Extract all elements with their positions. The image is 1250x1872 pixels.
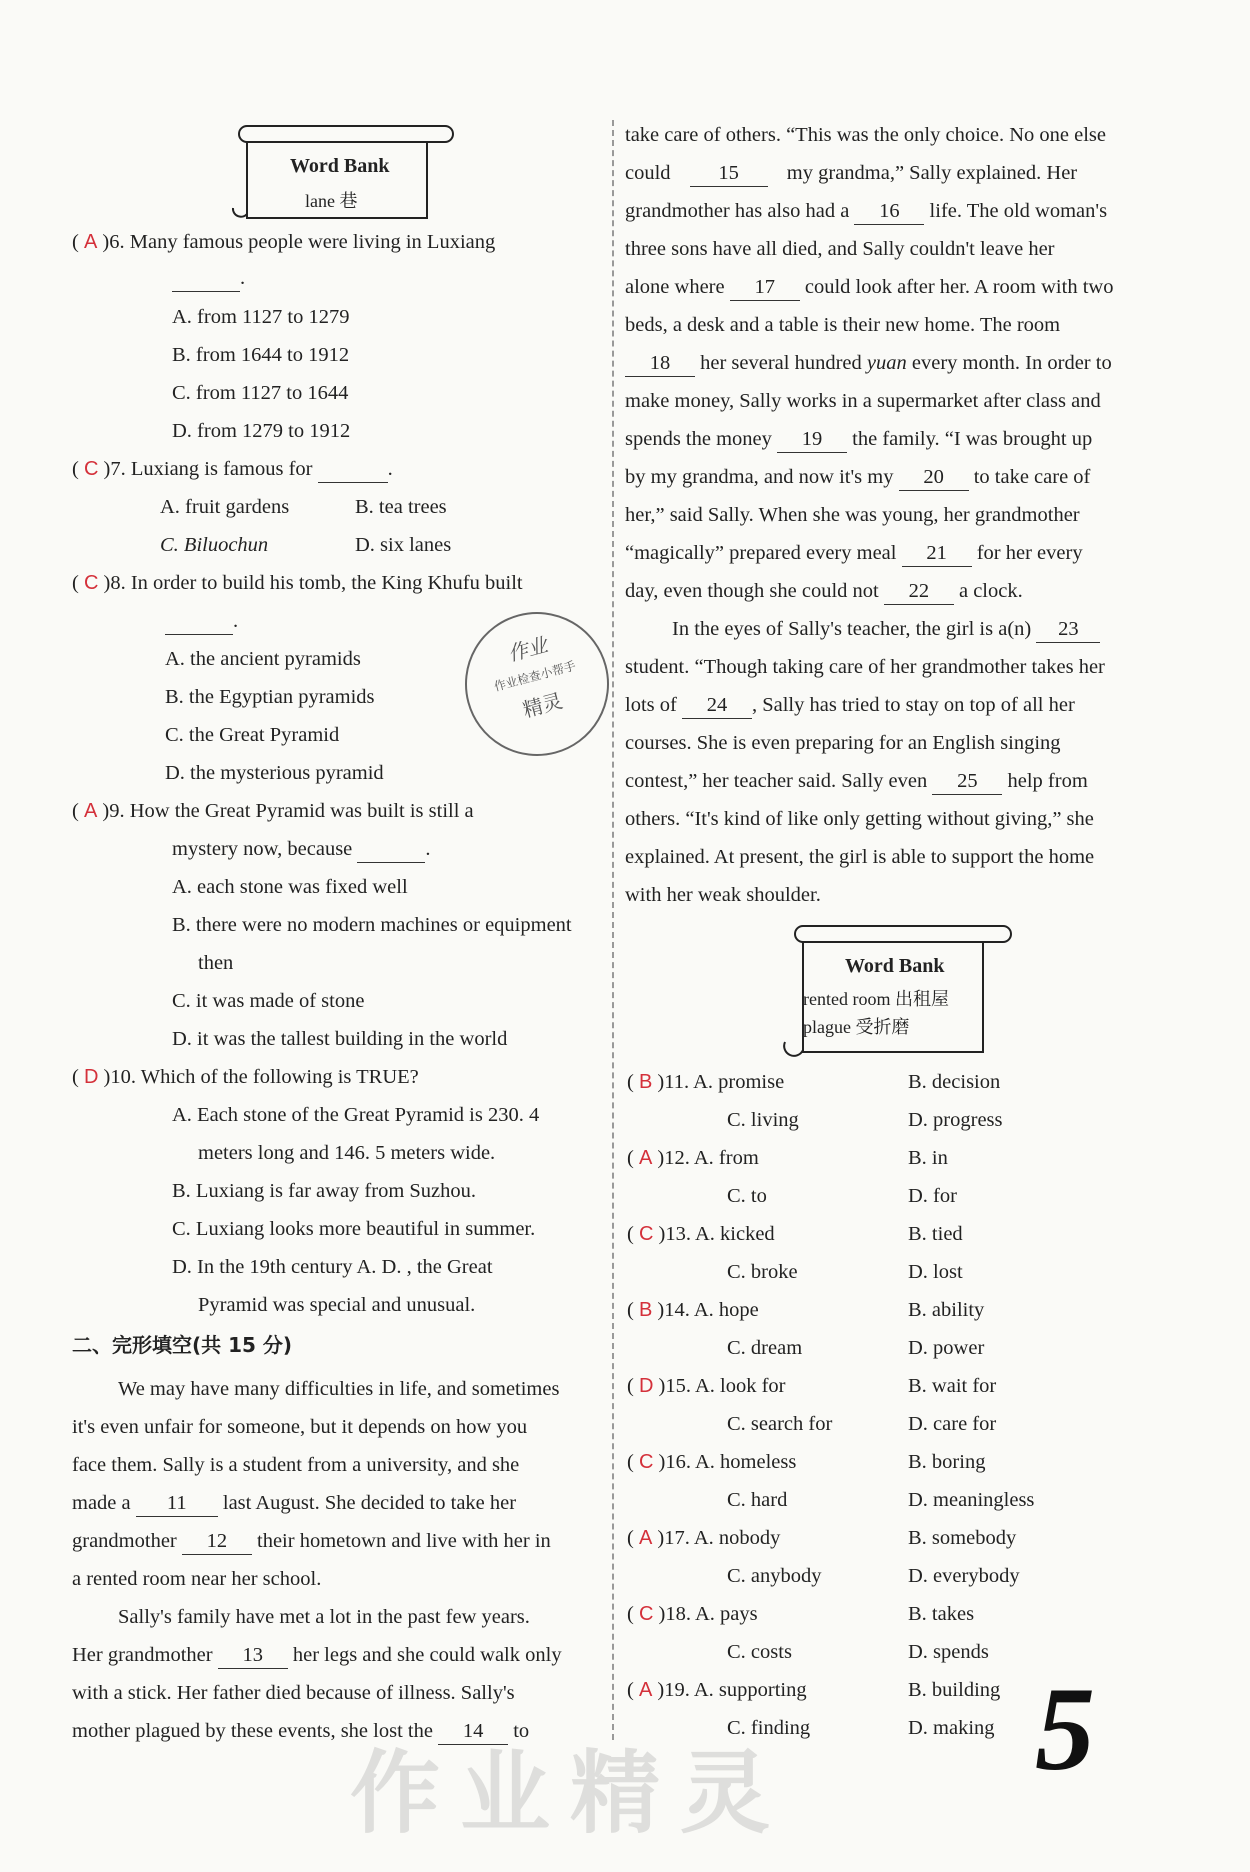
passage-line: with her weak shoulder. xyxy=(625,884,821,906)
section-title: 二、完形填空(共 15 分) xyxy=(72,1333,293,1357)
option: C. living xyxy=(727,1109,799,1131)
passage-line: alone where 17 could look after her. A room with two xyxy=(625,275,1113,301)
option: A. Each stone of the Great Pyramid is 230. 4 xyxy=(172,1104,540,1126)
passage-line: made a 11 last August. She decided to take her xyxy=(72,1491,516,1517)
cloze-blank: 22 xyxy=(884,580,954,605)
option: D. for xyxy=(908,1185,957,1207)
option: D. progress xyxy=(908,1109,1003,1131)
cloze-blank: 25 xyxy=(932,770,1002,795)
passage-line: We may have many difficulties in life, and sometimes xyxy=(118,1378,560,1400)
passage-line: contest,” her teacher said. Sally even 25 help from xyxy=(625,769,1088,795)
answer-mark: D xyxy=(638,1375,654,1397)
option: D. everybody xyxy=(908,1565,1020,1587)
cloze-blank: 23 xyxy=(1036,618,1100,643)
passage-line: beds, a desk and a table is their new home. The room xyxy=(625,314,1061,336)
option: B. from 1644 to 1912 xyxy=(172,344,350,366)
homework-stamp: 作业 作业检查小帮手 精灵 xyxy=(449,596,625,772)
question-8: ( C )8. In order to build his tomb, the King Khufu built xyxy=(72,572,523,594)
column-divider xyxy=(612,120,614,1740)
option: C. broke xyxy=(727,1261,798,1283)
option: B. takes xyxy=(908,1603,975,1625)
passage-line: mother plagued by these events, she lost the 14 to xyxy=(72,1719,529,1745)
cloze-blank: 18 xyxy=(625,352,695,377)
cloze-blank: 14 xyxy=(438,1720,508,1745)
option: B. building xyxy=(908,1679,1001,1701)
word-bank-entry: lane 巷 xyxy=(305,191,358,211)
option: B. tea trees xyxy=(355,496,447,518)
question-7: ( C )7. Luxiang is famous for . xyxy=(72,457,393,483)
watermark: 作业精灵 xyxy=(350,1741,790,1846)
answer-mark: A xyxy=(83,800,98,822)
passage-line: her,” said Sally. When she was young, her grandmother xyxy=(625,504,1080,526)
option: B. there were no modern machines or equipment xyxy=(172,914,572,936)
cloze-blank: 24 xyxy=(682,694,752,719)
answer-mark: D xyxy=(83,1066,99,1088)
option: C. to xyxy=(727,1185,767,1207)
cloze-question: ( A )19. A. supporting xyxy=(627,1679,807,1701)
option: B. Luxiang is far away from Suzhou. xyxy=(172,1180,477,1202)
option: C. finding xyxy=(727,1717,811,1739)
option-cont: then xyxy=(198,952,234,974)
option: C. dream xyxy=(727,1337,803,1359)
option: D. six lanes xyxy=(355,534,452,556)
cloze-question: ( A )17. A. nobody xyxy=(627,1527,781,1549)
answer-mark: A xyxy=(638,1147,653,1169)
passage-line: by my grandma, and now it's my 20 to take care of xyxy=(625,465,1090,491)
answer-mark: C xyxy=(638,1451,654,1473)
passage-line: others. “It's kind of like only getting without giving,” she xyxy=(625,808,1094,830)
passage-line: grandmother 12 their hometown and live with her in xyxy=(72,1529,551,1555)
option: D. the mysterious pyramid xyxy=(165,762,384,784)
passage-line: lots of 24 , Sally has tried to stay on top of all her xyxy=(625,693,1075,719)
answer-mark: C xyxy=(638,1603,654,1625)
option: C. anybody xyxy=(727,1565,822,1587)
question-stem: )6. Many famous people were living in Luxiang xyxy=(102,231,496,253)
question-10: ( D )10. Which of the following is TRUE? xyxy=(72,1066,419,1088)
cloze-question: ( C )13. A. kicked xyxy=(627,1223,775,1245)
passage-line: could 15 my grandma,” Sally explained. Her xyxy=(625,161,1077,187)
cloze-question: ( B )14. A. hope xyxy=(627,1299,759,1321)
passage-line: day, even though she could not 22 a clock. xyxy=(625,579,1023,605)
passage-line: Sally's family have met a lot in the past few years. xyxy=(118,1606,530,1628)
passage-line: student. “Though taking care of her grandmother takes her xyxy=(625,656,1105,678)
option: B. the Egyptian pyramids xyxy=(165,686,375,708)
cloze-question: ( C )18. A. pays xyxy=(627,1603,758,1625)
option: B. tied xyxy=(908,1223,963,1245)
answer-mark: A xyxy=(83,231,98,253)
option-cont: meters long and 146. 5 meters wide. xyxy=(198,1142,496,1164)
answer-mark: C xyxy=(83,458,99,480)
option-cont: Pyramid was special and unusual. xyxy=(198,1294,476,1316)
option: C. Luxiang looks more beautiful in summer. xyxy=(172,1218,536,1240)
cloze-blank: 11 xyxy=(136,1492,218,1517)
passage-line: take care of others. “This was the only choice. No one else xyxy=(625,124,1106,146)
cloze-question: ( D )15. A. look for xyxy=(627,1375,786,1397)
option: B. decision xyxy=(908,1071,1001,1093)
question-9-cont: mystery now, because . xyxy=(172,837,431,863)
answer-mark: A xyxy=(638,1679,653,1701)
word-bank-title: Word Bank xyxy=(845,955,945,977)
cloze-question: ( B )11. A. promise xyxy=(627,1071,785,1093)
word-bank-title: Word Bank xyxy=(290,155,390,177)
answer-blank: . xyxy=(165,609,238,635)
word-bank-entry: rented room 出租屋 xyxy=(803,989,949,1009)
passage-line: 18 her several hundred yuan every month. In order to xyxy=(625,351,1112,377)
question-9: ( A )9. How the Great Pyramid was built is still a xyxy=(72,800,474,822)
option: A. each stone was fixed well xyxy=(172,876,408,898)
option: B. ability xyxy=(908,1299,985,1321)
cloze-blank: 13 xyxy=(218,1644,288,1669)
question-6: ( A )6. Many famous people were living in Luxiang xyxy=(72,231,496,253)
option: D. lost xyxy=(908,1261,963,1283)
option: D. making xyxy=(908,1717,995,1739)
option: D. meaningless xyxy=(908,1489,1035,1511)
passage-line: face them. Sally is a student from a university, and she xyxy=(72,1454,520,1476)
option: C. from 1127 to 1644 xyxy=(172,382,349,404)
option: D. spends xyxy=(908,1641,989,1663)
option: B. somebody xyxy=(908,1527,1017,1549)
cloze-question: ( A )12. A. from xyxy=(627,1147,759,1169)
cloze-blank: 16 xyxy=(854,200,924,225)
option: A. from 1127 to 1279 xyxy=(172,306,350,328)
option: B. boring xyxy=(908,1451,986,1473)
passage-line: make money, Sally works in a supermarket after class and xyxy=(625,390,1101,412)
option: C. hard xyxy=(727,1489,788,1511)
cloze-blank: 20 xyxy=(899,466,969,491)
option: C. Biluochun xyxy=(160,534,269,556)
option: A. the ancient pyramids xyxy=(165,648,361,670)
cloze-question: ( C )16. A. homeless xyxy=(627,1451,797,1473)
option: C. search for xyxy=(727,1413,833,1435)
answer-mark: C xyxy=(638,1223,654,1245)
passage-line: three sons have all died, and Sally couldn't leave her xyxy=(625,238,1055,260)
option: D. care for xyxy=(908,1413,997,1435)
cloze-blank: 21 xyxy=(902,542,972,567)
option: C. costs xyxy=(727,1641,792,1663)
passage-line: a rented room near her school. xyxy=(72,1568,322,1590)
passage-line: courses. She is even preparing for an English singing xyxy=(625,732,1061,754)
word-bank-entry: plague 受折磨 xyxy=(803,1017,910,1037)
page-number: 5 xyxy=(1035,1662,1095,1795)
answer-mark: B xyxy=(638,1071,653,1093)
passage-line: In the eyes of Sally's teacher, the girl is a(n) 23 xyxy=(672,617,1100,643)
option: D. it was the tallest building in the world xyxy=(172,1028,508,1050)
passage-line: Her grandmother 13 her legs and she could walk only xyxy=(72,1643,562,1669)
option: B. wait for xyxy=(908,1375,997,1397)
option: D. power xyxy=(908,1337,985,1359)
cloze-blank: 19 xyxy=(777,428,847,453)
option: B. in xyxy=(908,1147,948,1169)
option: D. from 1279 to 1912 xyxy=(172,420,351,442)
passage-line: with a stick. Her father died because of illness. Sally's xyxy=(72,1682,515,1704)
answer-mark: C xyxy=(83,572,99,594)
answer-mark: A xyxy=(638,1527,653,1549)
passage-line: explained. At present, the girl is able to support the home xyxy=(625,846,1095,868)
passage-line: “magically” prepared every meal 21 for her every xyxy=(625,541,1083,567)
option: A. fruit gardens xyxy=(160,496,290,518)
cloze-blank: 17 xyxy=(730,276,800,301)
answer-mark: B xyxy=(638,1299,653,1321)
cloze-blank: 15 xyxy=(690,162,768,187)
passage-line: spends the money 19 the family. “I was brought up xyxy=(625,427,1092,453)
cloze-blank: 12 xyxy=(182,1530,252,1555)
passage-line: it's even unfair for someone, but it depends on how you xyxy=(72,1416,528,1438)
answer-blank: . xyxy=(172,266,245,292)
passage-line: grandmother has also had a 16 life. The old woman's xyxy=(625,199,1107,225)
option: D. In the 19th century A. D. , the Great xyxy=(172,1256,493,1278)
option: C. the Great Pyramid xyxy=(165,724,340,746)
option: C. it was made of stone xyxy=(172,990,365,1012)
